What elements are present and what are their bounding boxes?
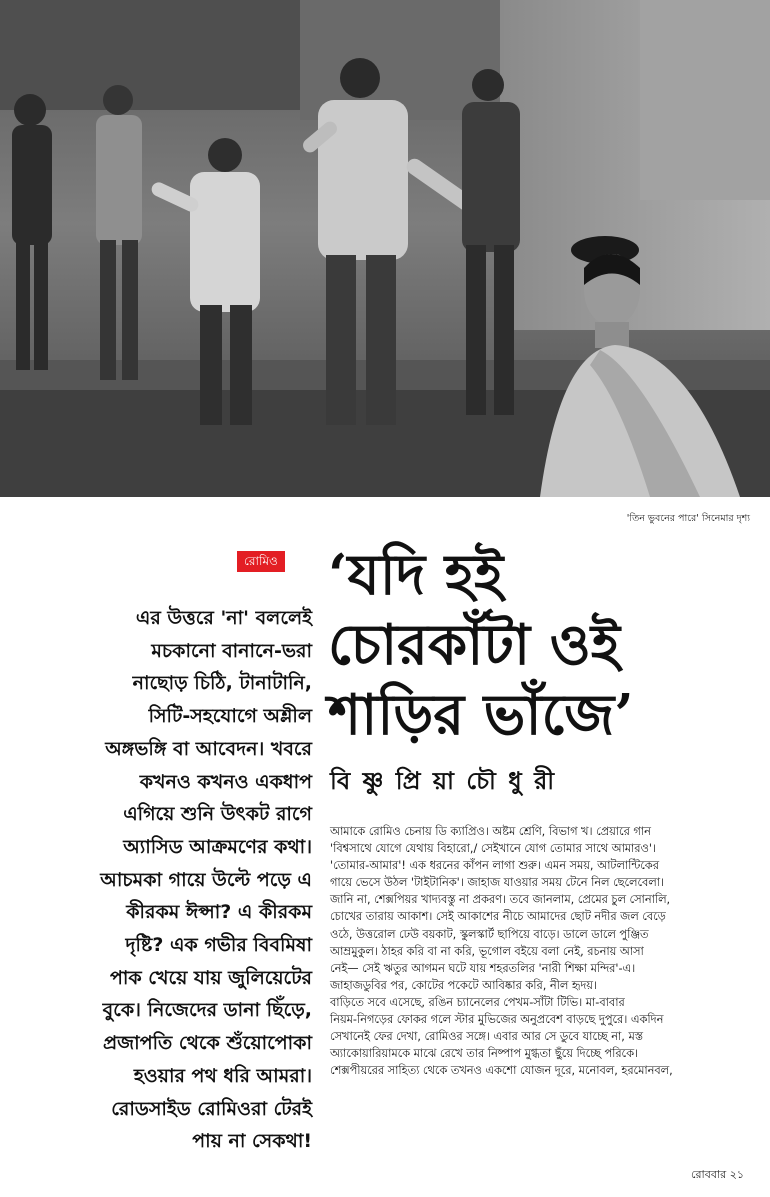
intro-line: বুকে। নিজেদের ডানা ছিঁড়ে, bbox=[102, 999, 312, 1022]
byline: বি ষ্ণু প্রি য়া চৌ ধু রী bbox=[330, 767, 557, 795]
body-line: 'তোমার-আমার'! এক ধরনের কাঁপন লাগা শুরু। এমন সময়, আটলান্টিকের bbox=[330, 859, 659, 873]
body-line: গায়ে ভেসে উঠল 'টাইটানিক'। জাহাজ যাওয়ার সময় টেনে নিল ছেলেবেলা। bbox=[330, 876, 665, 890]
section-tag: রোমিও bbox=[237, 551, 285, 572]
intro-line: আচমকা গায়ে উল্টে পড়ে এ bbox=[100, 868, 312, 891]
intro-line: দৃষ্টি? এক গভীর বিবমিষা bbox=[125, 934, 312, 957]
body-line: জানি না, শেক্সপিয়র খাদ্যবস্তু না প্রকরণ। তবে জানলাম, প্রেমের চুল সোনালি, bbox=[330, 893, 671, 907]
body-line: জাহাজডুবির পর, কোটের পকেটে আবিষ্কার করি, নীল হৃদয়। bbox=[330, 978, 597, 992]
headline-line: শাড়ির ভাঁজে’ bbox=[328, 682, 634, 748]
intro-line: এগিয়ে শুনি উৎকট রাগে bbox=[123, 803, 312, 826]
intro-line: রোডসাইড রোমিওরা টেরই bbox=[111, 1097, 312, 1120]
intro-line: প্রজাপতি থেকে শুঁয়োপোকা bbox=[103, 1032, 312, 1055]
body-line: আমাকে রোমিও চেনায় ডি ক্যাপ্রিও। অষ্টম শ্রেণি, বিভাগ খ। প্রেয়ারে গান bbox=[330, 825, 651, 838]
intro-line: অঙ্গভঙ্গি বা আবেদন। খবরে bbox=[105, 737, 312, 760]
body-line: নিয়ম-নিগড়ের ফোকর গলে স্টার মুভিজের অনুপ্রবেশ বাড়ছে দুপুরে। একদিন bbox=[330, 1013, 664, 1027]
intro-line: পায় না সেকথা! bbox=[192, 1130, 312, 1153]
intro-line: হওয়ার পথ ধরি আমরা। bbox=[133, 1064, 312, 1087]
body-line: অ্যাকোয়ারিয়ামকে মাঝে রেখে তার নিষ্পাপ মুগ্ধতা ছুঁয়ে দিচ্ছে পরিকে। bbox=[330, 1047, 639, 1061]
photo-caption: 'তিন ভুবনের পারে' সিনেমার দৃশ্য bbox=[626, 513, 750, 524]
intro-line: নাছোড় চিঠি, টানাটানি, bbox=[132, 672, 312, 695]
intro-line: মচকানো বানানে-ভরা bbox=[151, 639, 312, 662]
body-line: বাড়িতে সবে এসেছে, রঙিন চ্যানেলের পেখম-সাঁটা টিভি। মা-বাবার bbox=[330, 995, 625, 1009]
intro-line: অ্যাসিড আক্রমণের কথা। bbox=[123, 835, 312, 858]
intro-pull-quote bbox=[64, 602, 312, 1158]
film-still-illustration bbox=[0, 0, 770, 497]
intro-line: এর উত্তরে 'না' বললেই bbox=[135, 607, 312, 629]
intro-line: কীরকম ঈপ্সা? এ কীরকম bbox=[126, 901, 312, 924]
article-body bbox=[330, 823, 710, 1079]
body-line: ওঠে, উত্তরোল ঢেউ বয়কাট, স্কুলস্কার্ট ছাপিয়ে বাড়ে। ডালে ডালে পুঞ্জিত bbox=[330, 927, 649, 941]
headline-line: চোরকাঁটা ওই bbox=[328, 612, 620, 678]
body-line: আম্রমুকুল। ঠাহর করি বা না করি, ভূগোল বইয়ে বলা নেই, রচনায় আসা bbox=[330, 944, 644, 958]
headline bbox=[328, 540, 758, 750]
intro-line: কখনও কখনও একধাপ bbox=[139, 770, 312, 793]
intro-line: পাক খেয়ে যায় জুলিয়েটের bbox=[109, 966, 312, 989]
body-line: শেক্সপীয়রের সাহিত্য থেকে তখনও একশো যোজন দূরে, মনোবল, হরমোনবল, bbox=[330, 1064, 673, 1078]
headline-line: ‘যদি হই bbox=[328, 542, 504, 608]
intro-line: সিটি-সহযোগে অশ্লীল bbox=[148, 705, 312, 728]
body-line: চোখের তারায় আকাশ। সেই আকাশের নীচে আমাদের ছোট নদীর জল বেড়ে bbox=[330, 910, 666, 924]
film-still-photo bbox=[0, 0, 770, 497]
body-line: 'বিশ্বসাথে যোগে যেথায় বিহারো,/ সেইখানে যোগ তোমার সাথে আমারও'। bbox=[330, 842, 656, 856]
body-line: সেখানেই ফের দেখা, রোমিওর সঙ্গে। এবার আর সে ডুবে যাচ্ছে না, মস্ত bbox=[330, 1030, 643, 1044]
body-line: নেই— সেই ঋতুর আগমন ঘটে যায় শহরতলির 'নারী শিক্ষা মন্দির'-এ। bbox=[330, 961, 636, 975]
page-footer: রোববার ২১ bbox=[691, 1168, 744, 1181]
